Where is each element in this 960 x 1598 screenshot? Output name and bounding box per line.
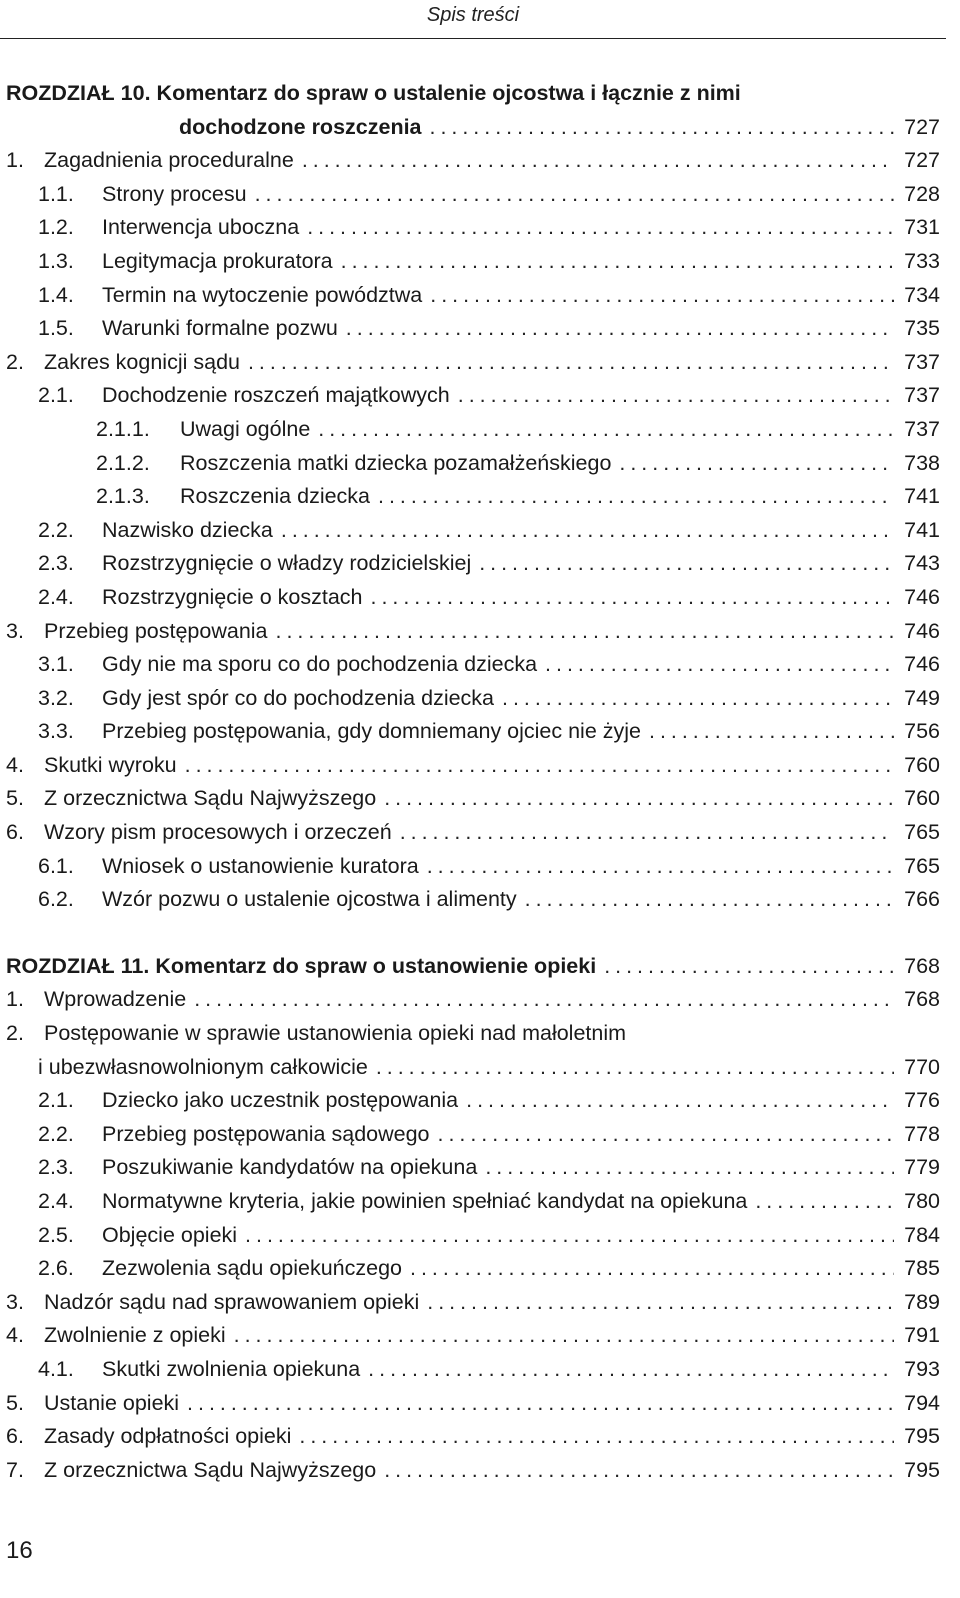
leader-dots: [430, 111, 894, 145]
entry-title: Przebieg postępowania sądowego: [102, 1121, 430, 1146]
entry-title: Objęcie opieki: [102, 1222, 238, 1247]
entry-title: Normatywne kryteria, jakie powinien spełniać kandydat na opiekuna: [102, 1189, 748, 1213]
running-head: Spis treści: [0, 0, 946, 39]
toc-entry: [6, 1017, 940, 1051]
chapter-label: ROZDZIAŁ 11.: [6, 953, 150, 978]
leader-dots: [281, 514, 894, 548]
entry-number: 2.1.3.: [96, 484, 150, 509]
entry-number: 2.: [6, 349, 24, 374]
toc-entry: [6, 1454, 940, 1488]
leader-dots: [248, 346, 894, 380]
toc-entry: [6, 1118, 940, 1152]
entry-number: 1.2.: [38, 215, 74, 240]
entry-number: 1.: [6, 987, 24, 1012]
toc-entry: [6, 312, 940, 346]
entry-title: Gdy jest spór co do pochodzenia dziecka: [102, 685, 495, 710]
leader-dots: [649, 715, 894, 749]
page-number: 738: [904, 450, 940, 475]
entry-number: 1.3.: [38, 248, 74, 273]
chapter-10-entries: [6, 144, 940, 917]
page-number: 746: [904, 584, 940, 609]
page-number: 727: [904, 114, 940, 139]
toc-entry: [6, 379, 940, 413]
entry-number: 3.: [6, 618, 24, 643]
entry-title: Zagadnienia proceduralne: [44, 148, 294, 173]
leader-dots: [502, 682, 894, 716]
page-number: 784: [904, 1222, 940, 1247]
toc-entry: [6, 648, 940, 682]
toc-entry: [6, 547, 940, 581]
page-number: 735: [904, 316, 940, 341]
leader-dots: [299, 1420, 894, 1454]
entry-number: 2.1.1.: [96, 416, 150, 441]
entry-title: Gdy nie ma sporu co do pochodzenia dziecka: [102, 652, 538, 677]
entry-number: 2.6.: [38, 1256, 74, 1281]
page-number: 728: [904, 181, 940, 206]
entry-number: 2.5.: [38, 1222, 74, 1247]
leader-dots: [525, 883, 894, 917]
entry-title: Skutki zwolnienia opiekuna: [102, 1356, 361, 1381]
page-number: 741: [904, 517, 940, 542]
entry-number: 2.2.: [38, 1121, 74, 1146]
entry-number: 2.3.: [38, 551, 74, 576]
entry-number: 2.2.: [38, 517, 74, 542]
entry-number: 3.1.: [38, 652, 74, 677]
entry-title: Roszczenia dziecka: [180, 484, 371, 509]
toc-entry: [6, 1286, 940, 1320]
toc-entry: [6, 245, 940, 279]
leader-dots: [368, 1353, 894, 1387]
page-number: 746: [904, 652, 940, 677]
entry-number: 6.: [6, 1424, 24, 1449]
leader-dots: [619, 447, 894, 481]
entry-title: Nazwisko dziecka: [102, 517, 273, 542]
entry-number: 6.2.: [38, 887, 74, 912]
entry-title: Poszukiwanie kandydatów na opiekuna: [102, 1155, 478, 1180]
page-number: 760: [904, 752, 940, 777]
entry-title: Zasady odpłatności opieki: [44, 1424, 292, 1449]
chapter-title-line2: dochodzone roszczenia: [179, 114, 422, 139]
page-number: 743: [904, 551, 940, 576]
entry-title: Wprowadzenie: [44, 987, 187, 1012]
leader-dots: [194, 983, 894, 1017]
entry-number: 7.: [6, 1457, 24, 1482]
entry-title: Zwolnienie z opieki: [44, 1323, 226, 1348]
entry-title: Warunki formalne pozwu: [102, 316, 338, 341]
page-number: 731: [904, 215, 940, 240]
toc-entry: [6, 983, 940, 1017]
toc-entry: [6, 581, 940, 615]
toc-entry: [6, 1387, 940, 1421]
page-number: 795: [904, 1424, 940, 1449]
leader-dots: [466, 1084, 894, 1118]
toc-entry: [6, 615, 940, 649]
page-number: 727: [904, 148, 940, 173]
chapter-10: [6, 77, 940, 917]
page-number: 789: [904, 1289, 940, 1314]
entry-title: Z orzecznictwa Sądu Najwyższego: [44, 1457, 377, 1482]
toc-entry: [6, 782, 940, 816]
leader-dots: [479, 547, 894, 581]
entry-number: 2.3.: [38, 1155, 74, 1180]
entry-title: Interwencja uboczna: [102, 215, 300, 240]
entry-number: 3.3.: [38, 719, 74, 744]
leader-dots: [604, 950, 894, 984]
page-number: 765: [904, 820, 940, 845]
toc-entry: [6, 1252, 940, 1286]
leader-dots: [427, 850, 894, 884]
page-number: 766: [904, 887, 940, 912]
page-number: 768: [904, 987, 940, 1012]
page-number: 737: [904, 383, 940, 408]
leader-dots: [458, 379, 894, 413]
entry-title: Nadzór sądu nad sprawowaniem opieki: [44, 1289, 420, 1314]
entry-title: Przebieg postępowania: [44, 618, 268, 643]
toc-entry: [6, 514, 940, 548]
leader-dots: [755, 1185, 894, 1219]
entry-number: 1.1.: [38, 181, 74, 206]
page-number: 737: [904, 416, 940, 441]
entry-title: Dziecko jako uczestnik postępowania: [102, 1088, 459, 1113]
toc-entry: [6, 279, 940, 313]
toc-entry-continuation: [6, 1051, 940, 1085]
page-number: 778: [904, 1121, 940, 1146]
entry-number: 5.: [6, 786, 24, 811]
entry-title: Rozstrzygnięcie o kosztach: [102, 584, 363, 609]
leader-dots: [245, 1219, 894, 1253]
page-number: 765: [904, 853, 940, 878]
page-number: 734: [904, 282, 940, 307]
toc-entry: [6, 447, 940, 481]
leader-dots: [430, 279, 894, 313]
leader-dots: [307, 211, 894, 245]
entry-title: Zezwolenia sądu opiekuńczego: [102, 1256, 403, 1281]
entry-title: Zakres kognicji sądu: [44, 349, 240, 374]
entry-number: 4.: [6, 1323, 24, 1348]
entry-title: Z orzecznictwa Sądu Najwyższego: [44, 786, 377, 811]
entry-number: 1.4.: [38, 282, 74, 307]
toc-entry: [6, 883, 940, 917]
entry-number: 2.1.: [38, 383, 74, 408]
entry-number: 1.5.: [38, 316, 74, 341]
toc-entry: [6, 178, 940, 212]
leader-dots: [410, 1252, 894, 1286]
toc-entry: [6, 1319, 940, 1353]
toc-entry: [6, 749, 940, 783]
leader-dots: [376, 1051, 894, 1085]
leader-dots: [371, 581, 895, 615]
leader-dots: [400, 816, 894, 850]
page-number: 780: [904, 1189, 940, 1213]
entry-number: 5.: [6, 1390, 24, 1415]
leader-dots: [378, 480, 894, 514]
leader-dots: [346, 312, 894, 346]
chapter-heading-continuation: [6, 111, 940, 145]
entry-title: Legitymacja prokuratora: [102, 248, 333, 273]
page-number: 785: [904, 1256, 940, 1281]
toc-entry: [6, 1151, 940, 1185]
leader-dots: [234, 1319, 894, 1353]
toc-entry: [6, 1185, 940, 1219]
leader-dots: [318, 413, 894, 447]
toc-entry: [6, 211, 940, 245]
leader-dots: [255, 178, 894, 212]
page-number: 770: [904, 1054, 940, 1079]
entry-number: 3.: [6, 1289, 24, 1314]
entry-title: Wzór pozwu o ustalenie ojcostwa i alimenty: [102, 887, 517, 912]
folio-page-number: 16: [6, 1537, 33, 1564]
toc-entry: [6, 1219, 940, 1253]
toc-entry: [6, 850, 940, 884]
entry-title: Ustanie opieki: [44, 1390, 180, 1415]
leader-dots: [485, 1151, 894, 1185]
entry-number: 3.2.: [38, 685, 74, 710]
leader-dots: [187, 1387, 894, 1421]
entry-title-continuation: i ubezwłasnowolnionym całkowicie: [38, 1054, 368, 1079]
page-number: 760: [904, 786, 940, 811]
entry-title: Przebieg postępowania, gdy domniemany ojciec nie żyje: [102, 719, 642, 744]
entry-title: Wniosek o ustanowienie kuratora: [102, 853, 419, 878]
leader-dots: [545, 648, 894, 682]
chapter-label: ROZDZIAŁ 10.: [6, 81, 151, 105]
entry-title: Strony procesu: [102, 181, 247, 206]
toc-entry: [6, 816, 940, 850]
page-number: 737: [904, 349, 940, 374]
toc-entry: [6, 682, 940, 716]
entry-number: 6.1.: [38, 853, 74, 878]
chapter-11-entries: [6, 983, 940, 1487]
chapter-11: [6, 950, 940, 1488]
toc-entry: [6, 715, 940, 749]
entry-title: Termin na wytoczenie powództwa: [102, 282, 423, 307]
entry-title: Roszczenia matki dziecka pozamałżeńskiego: [180, 450, 612, 475]
entry-number: 4.1.: [38, 1356, 74, 1381]
entry-title: Skutki wyroku: [44, 752, 177, 777]
page-number: 749: [904, 685, 940, 710]
page-number: 793: [904, 1356, 940, 1381]
entry-number: 6.: [6, 820, 24, 845]
page-number: 776: [904, 1088, 940, 1113]
leader-dots: [185, 749, 894, 783]
chapter-heading: [6, 77, 940, 111]
entry-number: 2.4.: [38, 1189, 74, 1213]
leader-dots: [384, 782, 894, 816]
leader-dots: [302, 144, 894, 178]
page-number: 768: [904, 953, 940, 978]
toc-entry: [6, 346, 940, 380]
page-number: 741: [904, 484, 940, 509]
toc-entry: [6, 144, 940, 178]
toc-entry: [6, 1420, 940, 1454]
entry-title: Postępowanie w sprawie ustanowienia opieki nad małoletnim: [44, 1021, 627, 1046]
entry-title: Rozstrzygnięcie o władzy rodzicielskiej: [102, 551, 472, 576]
toc-entry: [6, 1084, 940, 1118]
page-number: 779: [904, 1155, 940, 1180]
entry-number: 2.1.: [38, 1088, 74, 1113]
page-number: 794: [904, 1390, 940, 1415]
entry-number: 2.4.: [38, 584, 74, 609]
entry-number: 2.: [6, 1021, 24, 1046]
page-number: 756: [904, 719, 940, 744]
entry-title: Wzory pism procesowych i orzeczeń: [44, 820, 392, 845]
entry-number: 4.: [6, 752, 24, 777]
page-number: 795: [904, 1457, 940, 1482]
leader-dots: [276, 615, 894, 649]
leader-dots: [341, 245, 894, 279]
page-number: 733: [904, 248, 940, 273]
leader-dots: [384, 1454, 894, 1488]
entry-number: 2.1.2.: [96, 450, 150, 475]
leader-dots: [438, 1118, 894, 1152]
entry-title: Uwagi ogólne: [180, 416, 311, 441]
chapter-title: Komentarz do spraw o ustanowienie opieki: [155, 953, 597, 978]
entry-number: 1.: [6, 148, 24, 173]
toc-entry: [6, 413, 940, 447]
chapter-heading: [6, 950, 940, 984]
chapter-title: Komentarz do spraw o ustalenie ojcostwa i łącznie z nimi: [156, 81, 741, 105]
page-number: 746: [904, 618, 940, 643]
toc-entry: [6, 480, 940, 514]
table-of-contents: [6, 77, 940, 1487]
page-number: 791: [904, 1323, 940, 1348]
entry-title: Dochodzenie roszczeń majątkowych: [102, 383, 450, 408]
leader-dots: [427, 1286, 894, 1320]
toc-entry: [6, 1353, 940, 1387]
